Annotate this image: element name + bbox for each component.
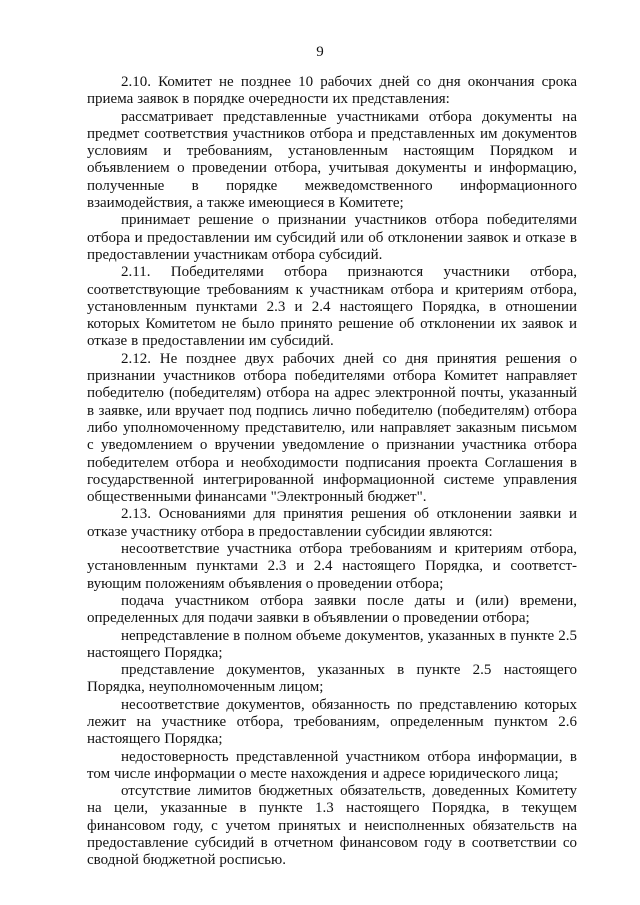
paragraph-2-10: 2.10. Комитет не позднее 10 рабочих дней со дня окончания срока приема заявок в порядке очередности их представления: [87, 74, 577, 108]
list-item-unauthorized-person: представление документов, указанных в пункте 2.5 настоящего Порядка, неуполномоченным лицом; [87, 662, 577, 696]
list-item-incomplete-documents: непредставление в полном объеме документов, указанных в пункте 2.5 настоящего Порядка; [87, 627, 577, 661]
list-item-noncompliance: несоответствие участника отбора требованиям и критериям отбора, установленным пунктами 2.3 и 2.4 настоящего Порядка, и соответствующим положениям объявления о проведении отбора; [87, 541, 577, 592]
paragraph-2-11: 2.11. Победителями отбора признаются участники отбора, соответствующие требованиям к участникам отбора и критериям отбора, установленным пунктами 2.3 и 2.4 настоящего Порядка, в отношении которых Комитетом не было принято решение об отклонении их заявок и отказе в предоставлении им субсидий. [87, 264, 577, 350]
list-item-late-submission: подача участником отбора заявки после даты и (или) времени, определенных для подачи заявки в объявлении о проведении отбора; [87, 592, 577, 627]
paragraph-2-12: 2.12. Не позднее двух рабочих дней со дня принятия решения о признании участников отбора победителями отбора Комитет направляет победителю (победителям) отбора на адрес электронной почты, указанный в заявке, или вручает под подпись лично победителю (победителям) отбора либо уполномоченному представителю, или направляет заказным письмом с уведомлением о вручении уведомление о признании участника отбора победителем отбора и необходимости подписания проекта Соглашения в государственной интегрированной информационной системе управления общественными финансами "Электронный бюджет". [87, 350, 577, 506]
page-number: 9 [316, 44, 324, 60]
paragraph-2-13: 2.13. Основаниями для принятия решения об отклонении заявки и отказе участнику отбора в предоставлении субсидии являются: [87, 506, 577, 540]
paragraph-decision: принимает решение о признании участников отбора победителями отбора и предоставлении им субсидий или об отклонении заявок и отказе в предоставлении участникам отбора субсидий. [87, 212, 577, 263]
list-item-false-information: недостоверность представленной участником отбора информации, в том числе информации о месте нахождения и адресе юридического лица; [87, 748, 577, 782]
list-item-no-budget-limits: отсутствие лимитов бюджетных обязательств, доведенных Комитету на цели, указанные в пункте 1.3 настоящего Порядка, в текущем финансовом году, с учетом принятых и неисполненных обязательств на предоставление субсидий в отчетном финансовом году в соответствии со сводной бюджетной росписью. [87, 783, 577, 869]
list-item-document-mismatch: несоответствие документов, обязанность по представлению которых лежит на участнике отбора, требованиям, определенным пунктом 2.6 настоящего Порядка; [87, 696, 577, 748]
document-body [87, 74, 577, 870]
paragraph-review-documents: рассматривает представленные участниками отбора документы на предмет соответствия участников отбора и представленных им документов условиям и требованиям, установленным настоящим Порядком и объявлением о проведении отбора, учитывая документы и информацию, полученные в порядке межведомственного информационного взаимодействия, а также имеющиеся в Комитете; [87, 108, 577, 212]
